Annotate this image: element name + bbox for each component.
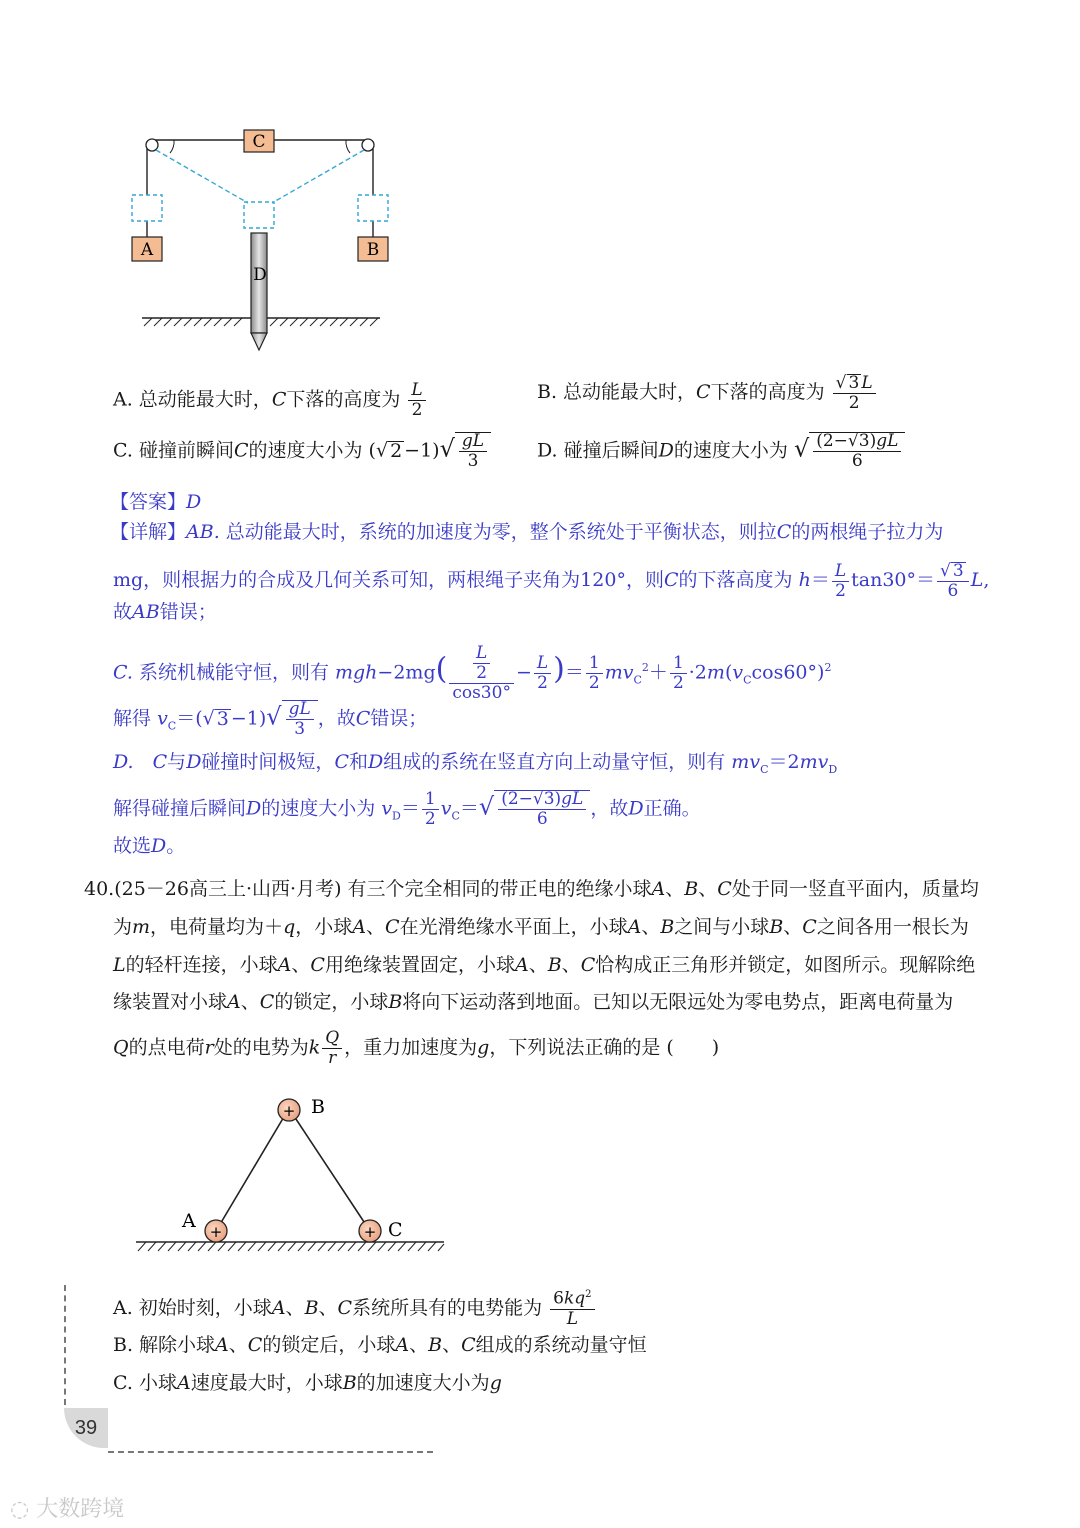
q40-line-1: 40.(25－26高三上·山西·月考) 有三个完全相同的带正电的绝缘小球A、B、C处于同一竖直平面内，质量均 [84,878,979,900]
label-a: A [140,240,154,260]
watermark: ◌ 大数跨境 [10,1497,125,1522]
detail-line-8: 故选D。 [113,835,186,857]
plus-b: + [282,1102,296,1120]
q39-option-a: A. 总动能最大时，C下落的高度为 $\frac{L}{2}$ [113,382,428,419]
detail-line-2: mg，则根据力的合成及几何关系可知，两根绳子夹角为120°，则C的下落高度为 h＝ $\frac{L}{2}$ tan30°＝ $\frac{√ 3}{6}$ L, [113,560,990,601]
watermark-icon: ◌ [10,1497,37,1522]
detail-line-5: 解得 $v_C=(√$ 3 −1)√ $\frac{gL}{3}$ ，故C错误； [113,699,428,739]
plus-c: + [363,1223,377,1241]
q39-option-c: C. 碰撞前瞬间C的速度大小为 (√ 2 −1)√ $\frac{gL}{3}$ [113,432,491,470]
answer-line: 【答案】D [110,491,202,513]
ball-a-label: A [182,1210,196,1232]
margin-dashed-line [64,1285,66,1405]
q39-option-b: B. 总动能最大时，C下落的高度为 $\frac{√ 3 L}{2}$ [537,374,878,412]
detail-line-3: 故AB错误； [113,601,217,623]
pulley-figure [130,125,390,355]
ball-b-label: B [311,1096,325,1118]
q40-line-5: Q的点电荷r处的电势为k $\frac{Q}{r}$ ，重力加速度为g，下列说法正确的是 ( ) [113,1028,720,1068]
label-d: D [253,265,267,285]
q39-option-d: D. 碰撞后瞬间D的速度大小为 √ $\frac{(2-√3)gL}{6}$ [537,432,905,470]
detail-line-6: D. C与D碰撞时间极短，C和D组成的系统在竖直方向上动量守恒，则有 $mv_C=2mv_D$ [113,751,838,776]
ball-c-label: C [388,1219,403,1241]
detail-line-7: 解得碰撞后瞬间D的速度大小为 $v_D=$ $\frac{1}{2}$ $v_C=√$ $\frac{(2-√3)gL}{6}$ ，故D正确。 [113,789,701,829]
detail-line-4: C. 系统机械能守恒，则有 mgh−2mg( $\frac{\frac{L}{2}}{\cos 30^\circ}$ − $\frac{L}{2}$ )＝ $\frac{1}{2}$ $mv_C^2+$ $\frac{1}{2}$ $\cdot 2m(v_C\cos 60^\circ)^2$ [113,643,832,703]
q40-option-c: C. 小球A速度最大时，小球B的加速度大小为g [113,1372,502,1394]
plus-a: + [209,1223,223,1241]
label-b: B [366,240,380,260]
triangle-figure [130,1090,450,1260]
q40-line-3: L的轻杆连接，小球A、C用绝缘装置固定，小球A、B、C恰构成正三角形并锁定，如图所示。现解除绝 [113,954,976,976]
page-number: 39 [64,1408,108,1448]
q40-line-4: 缘装置对小球A、C的锁定，小球B将向下运动落到地面。已知以无限远处为零电势点，距离电荷量为 [113,991,954,1013]
q40-option-a: A. 初始时刻，小球A、B、C系统所具有的电势能为 $\frac{6kq^2}{L}$ [113,1290,597,1328]
q40-line-2: 为m，电荷量均为＋q，小球A、C在光滑绝缘水平面上，小球A、B之间与小球B、C之间各用一根长为 [113,916,969,938]
bottom-dashed-line [108,1451,433,1453]
q40-option-b: B. 解除小球A、C的锁定后，小球A、B、C组成的系统动量守恒 [113,1334,647,1356]
label-c: C [252,132,266,152]
detail-line-1: 【详解】AB. 总动能最大时，系统的加速度为零，整个系统处于平衡状态，则拉C的两根绳子拉力为 [110,521,944,543]
